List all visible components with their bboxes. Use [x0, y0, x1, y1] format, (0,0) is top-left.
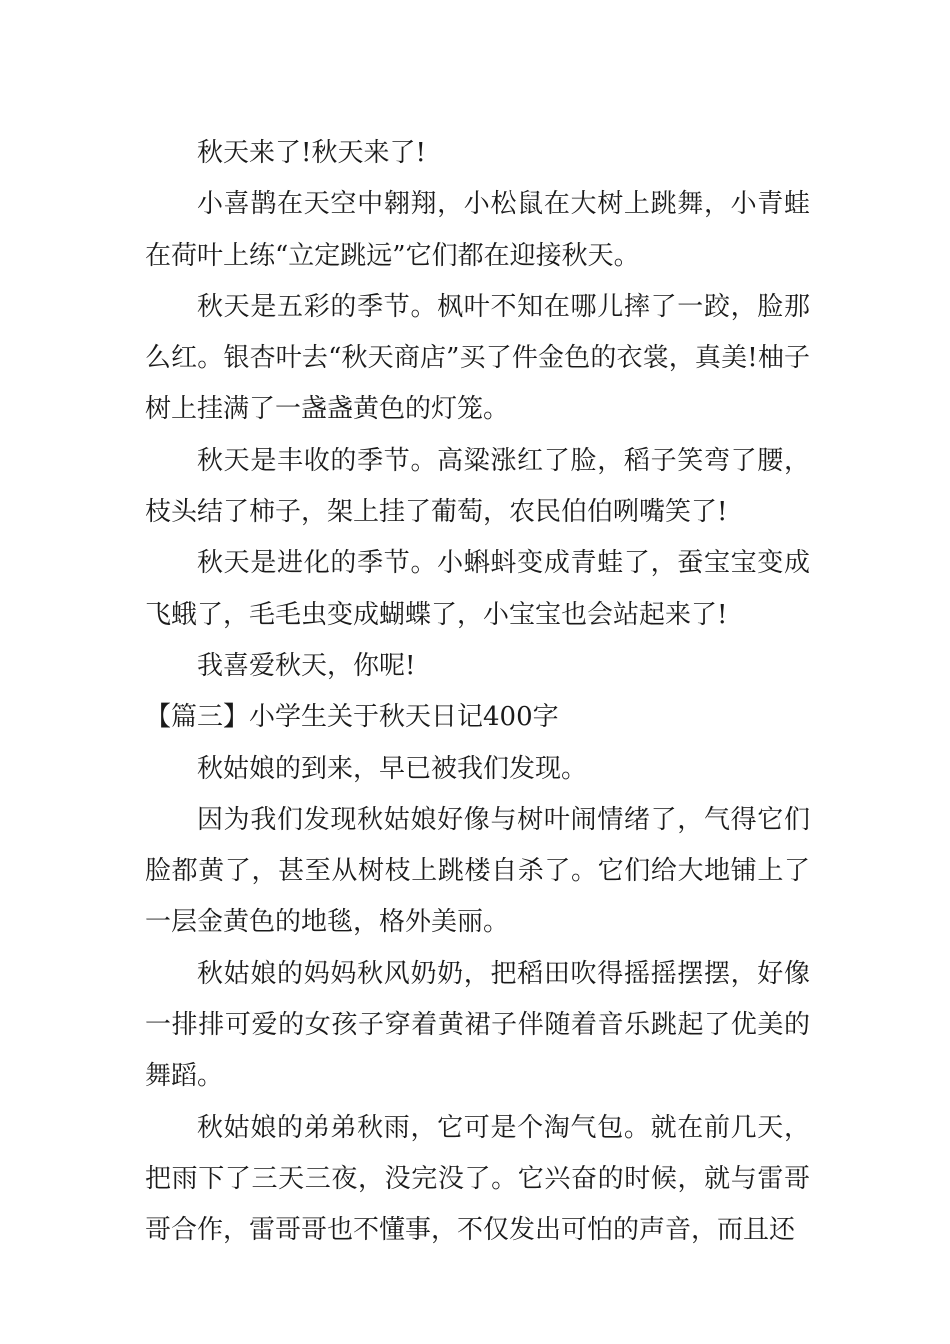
- paragraph: 秋姑娘的弟弟秋雨，它可是个淘气包。就在前几天，把雨下了三天三夜，没完没了。它兴奋的时候，就与雷哥哥合作，雷哥哥也不懂事，不仅发出可怕的声音，而且还: [145, 1112, 810, 1246]
- paragraph: 秋天来了!秋天来了!: [197, 138, 426, 168]
- paragraph: 我喜爱秋天，你呢!: [197, 650, 416, 681]
- document-body: [145, 128, 810, 1257]
- section-heading: 【篇三】小学生关于秋天日记400字: [145, 702, 559, 733]
- paragraph: 秋天是丰收的季节。高粱涨红了脸，稻子笑弯了腰，枝头结了柿子，架上挂了葡萄，农民伯伯咧嘴笑了!: [145, 445, 810, 528]
- paragraph: 秋天是五彩的季节。枫叶不知在哪儿摔了一跤，脸那么红。银杏叶去“秋天商店”买了件金色的衣裳，真美!柚子树上挂满了一盏盏黄色的灯笼。: [145, 291, 810, 425]
- paragraph: 秋姑娘的妈妈秋风奶奶，把稻田吹得摇摇摆摆，好像一排排可爱的女孩子穿着黄裙子伴随着音乐跳起了优美的舞蹈。: [145, 958, 810, 1092]
- paragraph: 秋姑娘的到来，早已被我们发现。: [197, 753, 588, 784]
- paragraph: 因为我们发现秋姑娘好像与树叶闹情绪了，气得它们脸都黄了，甚至从树枝上跳楼自杀了。它们给大地铺上了一层金黄色的地毯，格外美丽。: [145, 804, 810, 938]
- paragraph: 小喜鹊在天空中翱翔，小松鼠在大树上跳舞，小青蛙在荷叶上练“立定跳远”它们都在迎接秋天。: [145, 189, 810, 271]
- paragraph: 秋天是进化的季节。小蝌蚪变成青蛙了，蚕宝宝变成飞蛾了，毛毛虫变成蝴蝶了，小宝宝也会站起来了!: [145, 548, 810, 630]
